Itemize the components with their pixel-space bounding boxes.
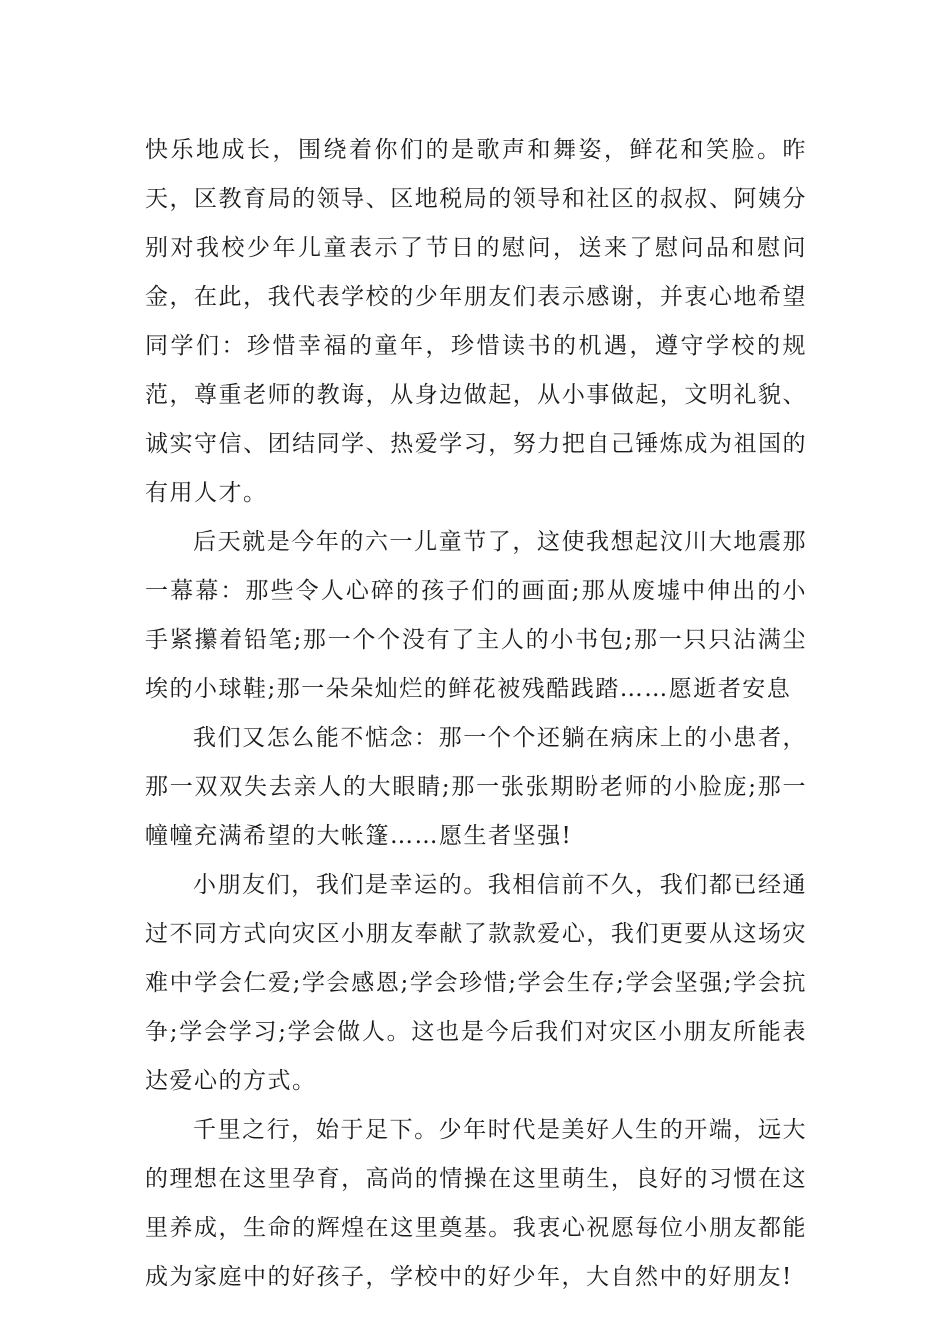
paragraph-closing: 千里之行，始于足下。少年时代是美好人生的开端，远大的理想在这里孕育，高尚的情操在这里萌生，良好的习惯在这里养成，生命的辉煌在这里奠基。我衷心祝愿每位小朋友都能成为家庭中的好孩子，学校中的好少年，大自然中的好朋友! [145, 1117, 807, 1290]
paragraph-childrens-day: 后天就是今年的六一儿童节了，这使我想起汶川大地震那一幕幕：那些令人心碎的孩子们的画面;那从废墟中伸出的小手紧攥着铅笔;那一个个没有了主人的小书包;那一只只沾满尘埃的小球鞋;那一朵朵灿烂的鲜花被残酷践踏……愿逝者安息 [145, 529, 807, 702]
paragraph-continued: 快乐地成长，围绕着你们的是歌声和舞姿，鲜花和笑脸。昨天，区教育局的领导、区地税局的领导和社区的叔叔、阿姨分别对我校少年儿童表示了节日的慰问，送来了慰问品和慰问金，在此，我代表学校的少年朋友们表示感谢，并衷心地希望同学们：珍惜幸福的童年，珍惜读书的机遇，遵守学校的规范，尊重老师的教诲，从身边做起，从小事做起，文明礼貌、诚实守信、团结同学、热爱学习，努力把自己锤炼成为祖国的有用人才。 [145, 137, 807, 506]
paragraph-fortunate: 小朋友们，我们是幸运的。我相信前不久，我们都已经通过不同方式向灾区小朋友奉献了款款爱心，我们更要从这场灾难中学会仁爱;学会感恩;学会珍惜;学会生存;学会坚强;学会抗争;学会学习;学会做人。这也是今后我们对灾区小朋友所能表达爱心的方式。 [145, 872, 807, 1094]
paragraph-remembrance: 我们又怎么能不惦念：那一个个还躺在病床上的小患者，那一双双失去亲人的大眼睛;那一张张期盼老师的小脸庞;那一幢幢充满希望的大帐篷……愿生者坚强! [145, 725, 807, 849]
document-body [145, 126, 807, 1302]
